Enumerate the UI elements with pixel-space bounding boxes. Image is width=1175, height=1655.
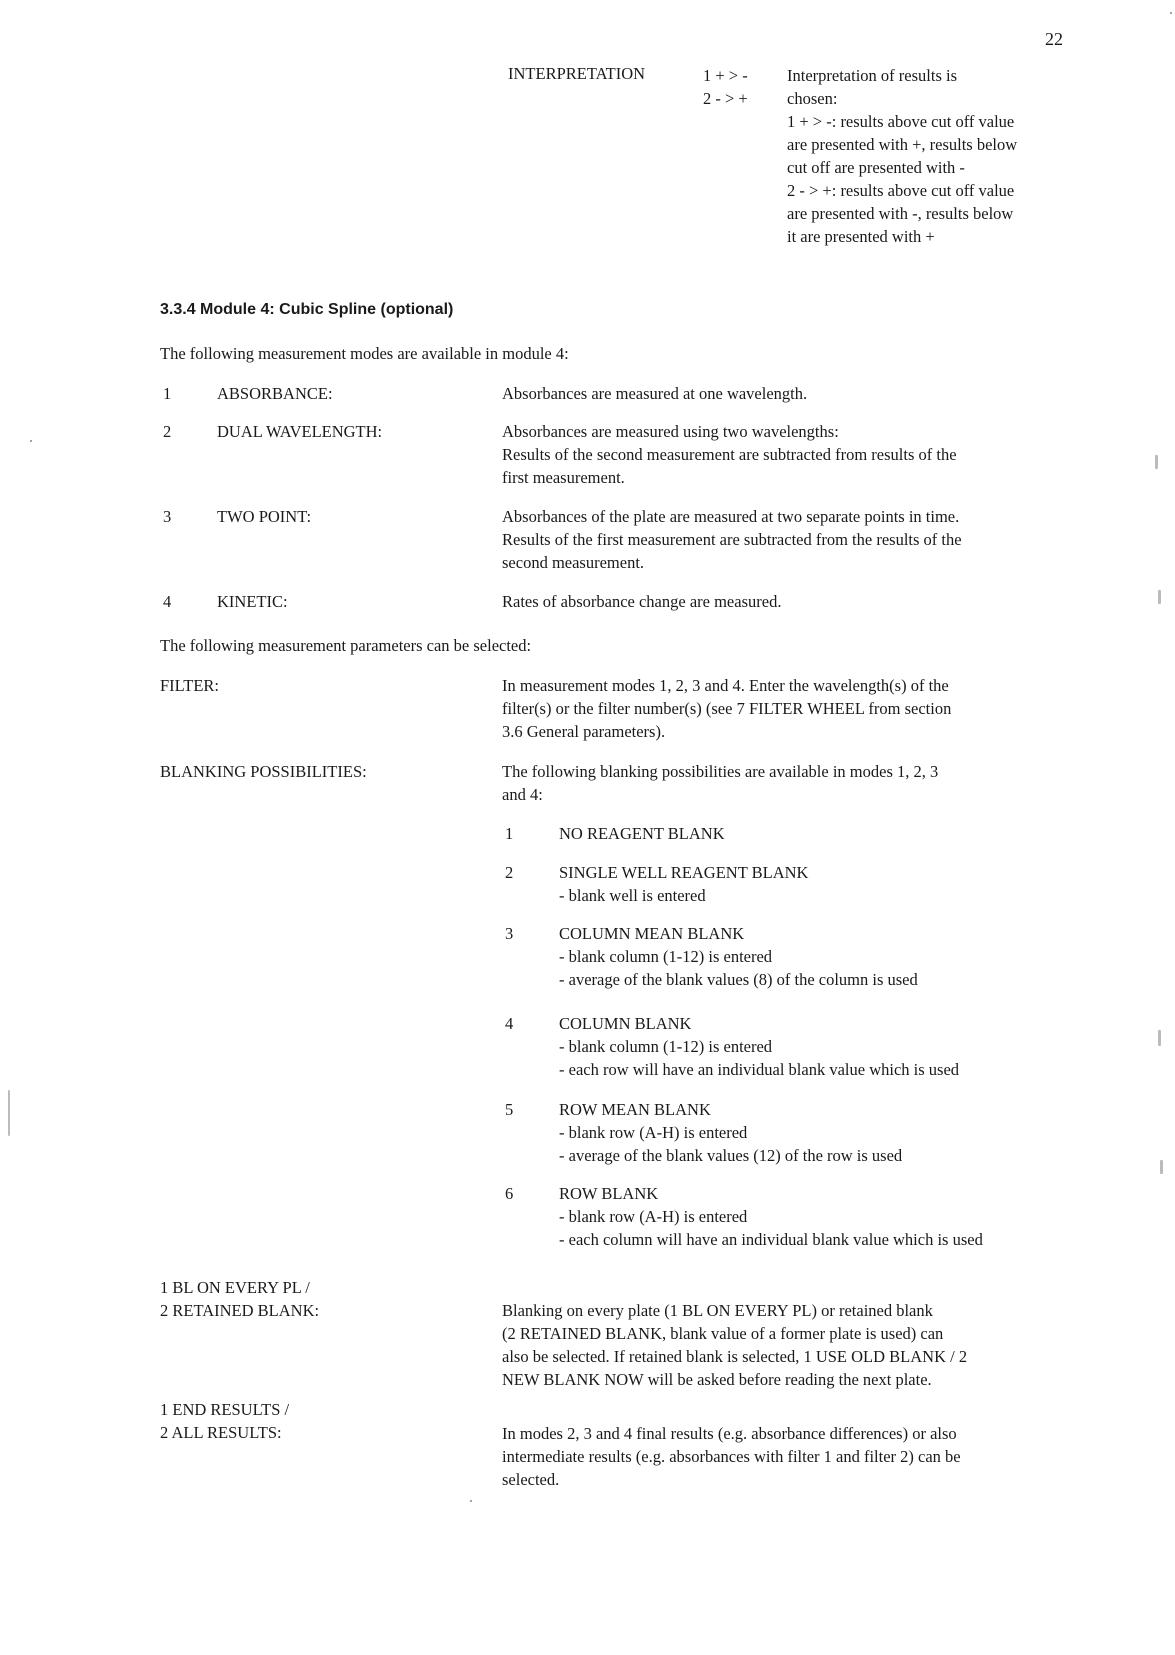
blank-option-note: - average of the blank values (12) of the row is used [559,1146,903,1165]
interp-desc-line: 1 + > -: results above cut off value [787,112,1015,131]
blank-option-note: - blank row (A-H) is entered [559,1123,748,1142]
blank-option-note: - average of the blank values (8) of the column is used [559,970,918,989]
mode-description [502,590,1082,613]
mode-number: 4 [163,592,172,611]
mode-desc-line: Results of the second measurement are subtracted from results of the [502,445,957,464]
scan-speck [470,1500,472,1502]
mode-desc-line: Absorbances of the plate are measured at two separate points in time. [502,507,960,526]
blanking-desc-line: The following blanking possibilities are available in modes 1, 2, 3 [502,762,939,781]
blanking-param-description [502,760,1082,806]
interp-desc-line: chosen: [787,89,838,108]
scan-speck [1160,1160,1163,1174]
end-desc-line: selected. [502,1470,560,1489]
scan-speck [1155,455,1158,469]
param-name-line: 2 ALL RESULTS: [160,1423,282,1442]
interpretation-code: 2 - > + [703,89,748,108]
blank-option [559,1012,1099,1081]
end-results-param-name [160,1398,289,1444]
scan-speck [30,440,32,442]
blank-option [559,1182,1099,1251]
mode-number: 3 [163,507,172,526]
section-intro: The following measurement modes are available in module 4: [160,344,569,363]
filter-desc-line: filter(s) or the filter number(s) (see 7 FILTER WHEEL from section [502,699,952,718]
interp-desc-line: are presented with -, results below [787,204,1014,223]
bl-desc-line: (2 RETAINED BLANK, blank value of a former plate is used) can [502,1324,944,1343]
scan-speck [8,1090,10,1136]
mode-description [502,505,1082,574]
scan-speck [1158,1030,1161,1046]
scan-speck [1158,590,1161,604]
interpretation-code: 1 + > - [703,66,748,85]
blank-option-number: 1 [505,824,514,843]
blanking-param-name: BLANKING POSSIBILITIES: [160,762,367,781]
bl-desc-line: NEW BLANK NOW will be asked before reading the next plate. [502,1370,932,1389]
section-heading: 3.3.4 Module 4: Cubic Spline (optional) [160,301,454,318]
blank-option-note: - blank well is entered [559,886,706,905]
bl-desc-line: also be selected. If retained blank is selected, 1 USE OLD BLANK / 2 [502,1347,968,1366]
blank-option-name: NO REAGENT BLANK [559,824,725,843]
blank-option-name: COLUMN BLANK [559,1014,692,1033]
blank-option-number: 6 [505,1184,514,1203]
blank-option-note: - each row will have an individual blank value which is used [559,1060,960,1079]
mode-desc-line: second measurement. [502,553,645,572]
bl-every-pl-param-description [502,1299,1082,1391]
blank-option-note: - blank row (A-H) is entered [559,1207,748,1226]
mode-desc-line: first measurement. [502,468,625,487]
param-name-line: 2 RETAINED BLANK: [160,1301,320,1320]
blank-option-note: - blank column (1-12) is entered [559,947,773,966]
bl-every-pl-param-name [160,1276,319,1322]
filter-param-name: FILTER: [160,676,219,695]
blank-option [559,1098,1099,1167]
mode-desc-line: Absorbances are measured using two wavelengths: [502,422,839,441]
blank-option-number: 3 [505,924,514,943]
end-results-param-description [502,1422,1082,1491]
end-desc-line: intermediate results (e.g. absorbances with filter 1 and filter 2) can be [502,1447,961,1466]
interp-desc-line: 2 - > +: results above cut off value [787,181,1015,200]
mode-desc-line: Absorbances are measured at one wavelength. [502,384,808,403]
mode-name: ABSORBANCE: [217,384,333,403]
blank-option-name: ROW BLANK [559,1184,659,1203]
filter-desc-line: In measurement modes 1, 2, 3 and 4. Enter the wavelength(s) of the [502,676,949,695]
params-intro: The following measurement parameters can be selected: [160,636,532,655]
mode-desc-line: Rates of absorbance change are measured. [502,592,782,611]
blank-option-number: 4 [505,1014,514,1033]
interp-desc-line: cut off are presented with - [787,158,965,177]
mode-description [502,420,1082,489]
blank-option-name: SINGLE WELL REAGENT BLANK [559,863,809,882]
interp-desc-line: Interpretation of results is [787,66,957,85]
mode-name: TWO POINT: [217,507,312,526]
mode-name: KINETIC: [217,592,288,611]
filter-param-description [502,674,1082,743]
end-desc-line: In modes 2, 3 and 4 final results (e.g. absorbance differences) or also [502,1424,957,1443]
mode-number: 2 [163,422,172,441]
bl-desc-line: Blanking on every plate (1 BL ON EVERY PL) or retained blank [502,1301,933,1320]
blank-option [559,861,1099,907]
mode-description [502,382,1082,405]
blank-option-name: ROW MEAN BLANK [559,1100,711,1119]
mode-number: 1 [163,384,172,403]
interpretation-codes [703,64,773,110]
scan-speck [1170,12,1172,14]
blank-option [559,822,1099,845]
blank-option [559,922,1099,991]
interp-desc-line: are presented with +, results below [787,135,1018,154]
blank-option-number: 2 [505,863,514,882]
param-name-line: 1 END RESULTS / [160,1400,290,1419]
blanking-desc-line: and 4: [502,785,543,804]
interp-desc-line: it are presented with + [787,227,935,246]
blank-option-note: - each column will have an individual blank value which is used [559,1230,983,1249]
mode-desc-line: Results of the first measurement are subtracted from the results of the [502,530,962,549]
blank-option-name: COLUMN MEAN BLANK [559,924,745,943]
blank-option-number: 5 [505,1100,514,1119]
filter-desc-line: 3.6 General parameters). [502,722,666,741]
blank-option-note: - blank column (1-12) is entered [559,1037,773,1056]
param-name-line: 1 BL ON EVERY PL / [160,1278,310,1297]
interpretation-description [787,64,1087,248]
mode-name: DUAL WAVELENGTH: [217,422,383,441]
interpretation-label: INTERPRETATION [508,64,646,83]
page-number: 22 [1045,29,1063,49]
